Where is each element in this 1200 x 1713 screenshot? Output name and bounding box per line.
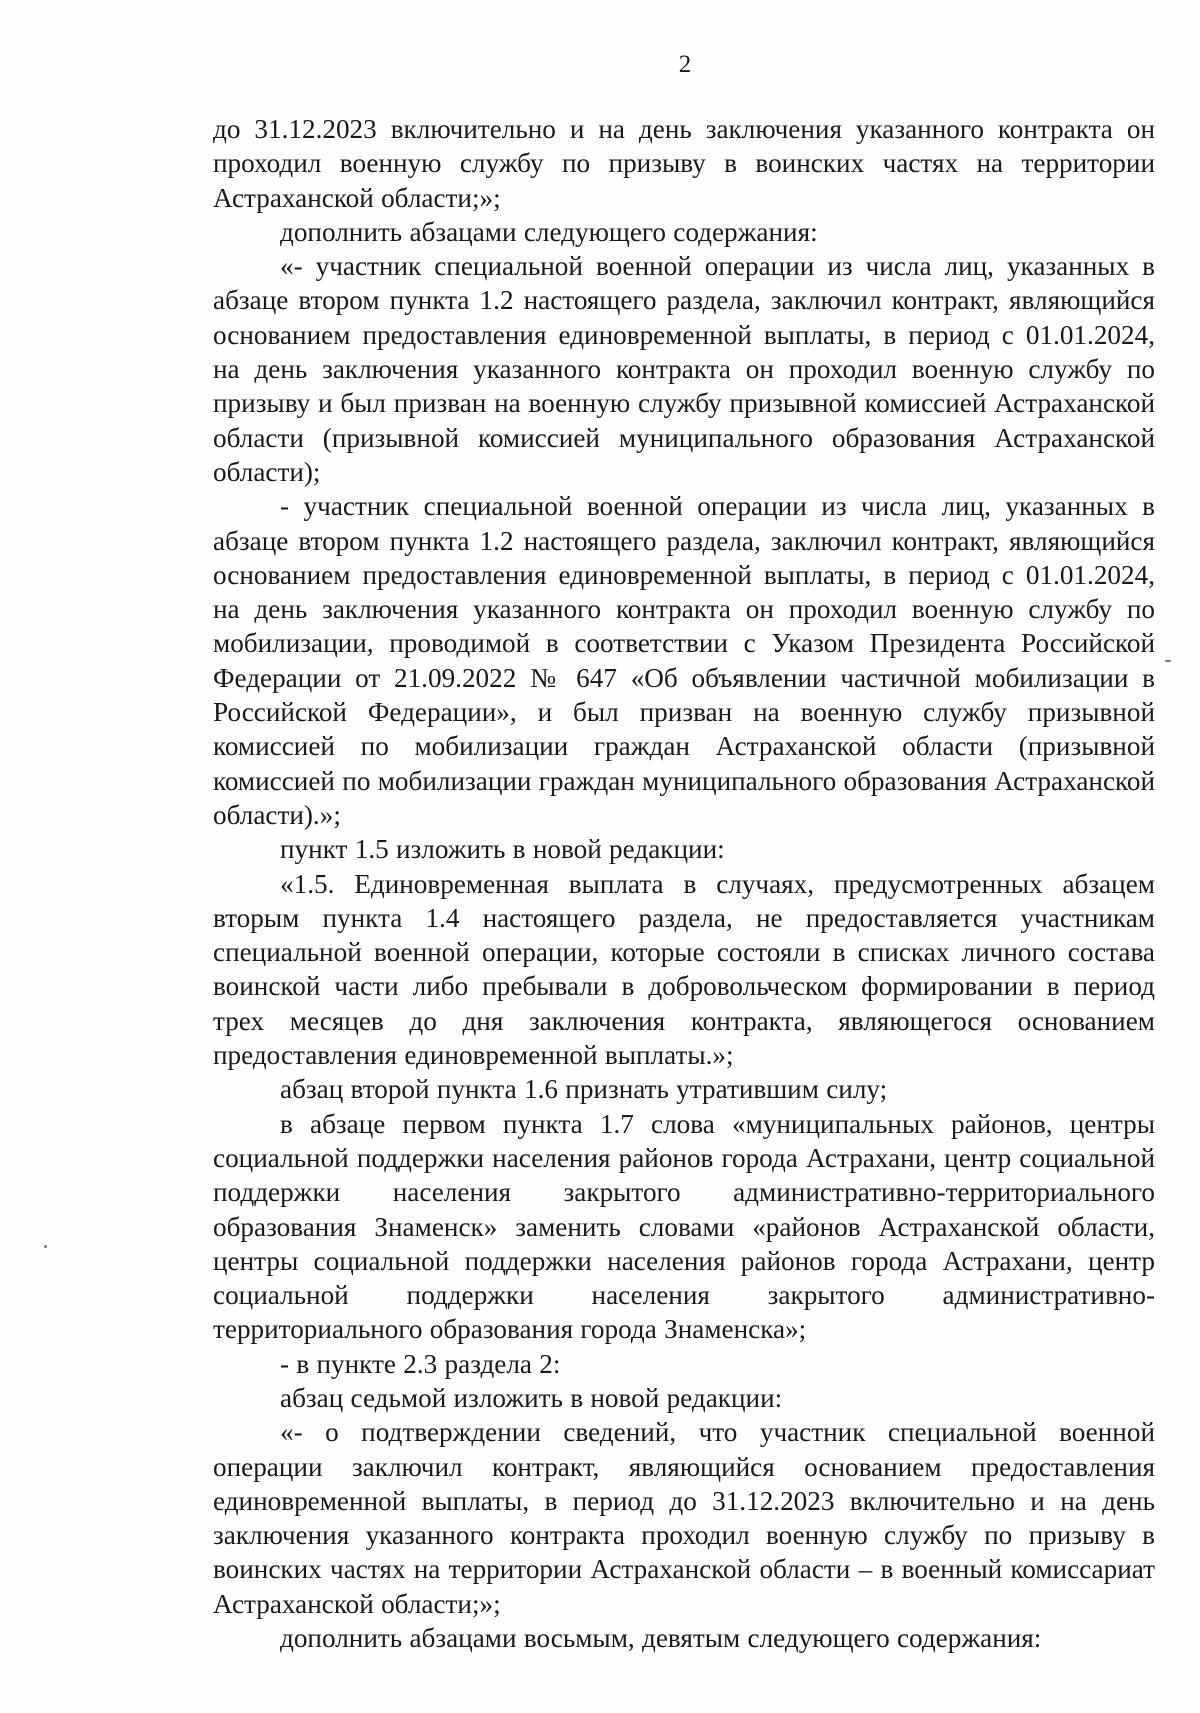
paragraph-6: «1.5. Единовременная выплата в случаях, предусмотренных абзацем вторым пункта 1.4 настоящего раздела, не предоставляется участникам специальной военной операции, которые состояли в списках личного состава воинской части либо пребывали в добровольческом формировании в период трех месяцев до дня заключения контракта, являющегося основанием предоставления единовременной выплаты.»;	[213, 868, 1155, 1071]
paragraph-12: дополнить абзацами восьмым, девятым следующего содержания:	[280, 1623, 1042, 1654]
paragraph-11: «- о подтверждении сведений, что участник специальной военной операции заключил контракт, являющийся основанием предоставления единовременной выплаты, в период до 31.12.2023 включительно и на день заключения указанного контракта проходил военную службу по призыву в воинских частях на территории Астраханской области – в военный комиссариат Астраханской области;»;	[213, 1417, 1155, 1619]
paragraph-8: в абзаце первом пункта 1.7 слова «муниципальных районов, центры социальной поддержки населения районов города Астрахани, центр социальной поддержки населения закрытого административно-территориального образования Знаменск» заменить словами «районов Астраханской области, центры социальной поддержки населения районов города Астрахани, центр социальной поддержки населения закрытого административно-территориального образования города Знаменска»;	[213, 1108, 1155, 1345]
paragraph-3: «- участник специальной военной операции из числа лиц, указанных в абзаце втором пункта 1.2 настоящего раздела, заключил контракт, являющийся основанием предоставления единовременной выплаты, в период с 01.01.2024, на день заключения указанного контракта он проходил военную службу по призыву и был призван на военную службу призывной комиссией Астраханской области (призывной комиссией муниципального образования Астраханской области);	[213, 251, 1155, 487]
paragraph-10: абзац седьмой изложить в новой редакции:	[280, 1382, 783, 1413]
paragraph-7: абзац второй пункта 1.6 признать утратившим силу;	[280, 1074, 888, 1105]
paragraph-2: дополнить абзацами следующего содержания:	[280, 216, 818, 247]
paragraph-4: - участник специальной военной операции из числа лиц, указанных в абзаце втором пункта 1.2 настоящего раздела, заключил контракт, являющийся основанием предоставления единовременной выплаты, в период с 01.01.2024, на день заключения указанного контракта он проходил военную службу по мобилизации, проводимой в соответствии с Указом Президента Российской Федерации от 21.09.2022 № 647 «Об объявлении частичной мобилизации в Российской Федерации», и был призван на военную службу призывной комиссией по мобилизации граждан Астраханской области (призывной комиссией по мобилизации граждан муниципального образования Астраханской области).»;	[213, 491, 1155, 830]
page-number: 2	[678, 51, 692, 78]
document-body	[213, 112, 1155, 1655]
paragraph-5: пункт 1.5 изложить в новой редакции:	[280, 834, 725, 865]
paragraph-1: до 31.12.2023 включительно и на день заключения указанного контракта он проходил военную службу по призыву в воинских частях на территории Астраханской области;»;	[213, 114, 1155, 213]
scan-speck	[44, 1245, 47, 1248]
paragraph-9: - в пункте 2.3 раздела 2:	[280, 1348, 561, 1379]
scan-speck	[1165, 660, 1171, 662]
